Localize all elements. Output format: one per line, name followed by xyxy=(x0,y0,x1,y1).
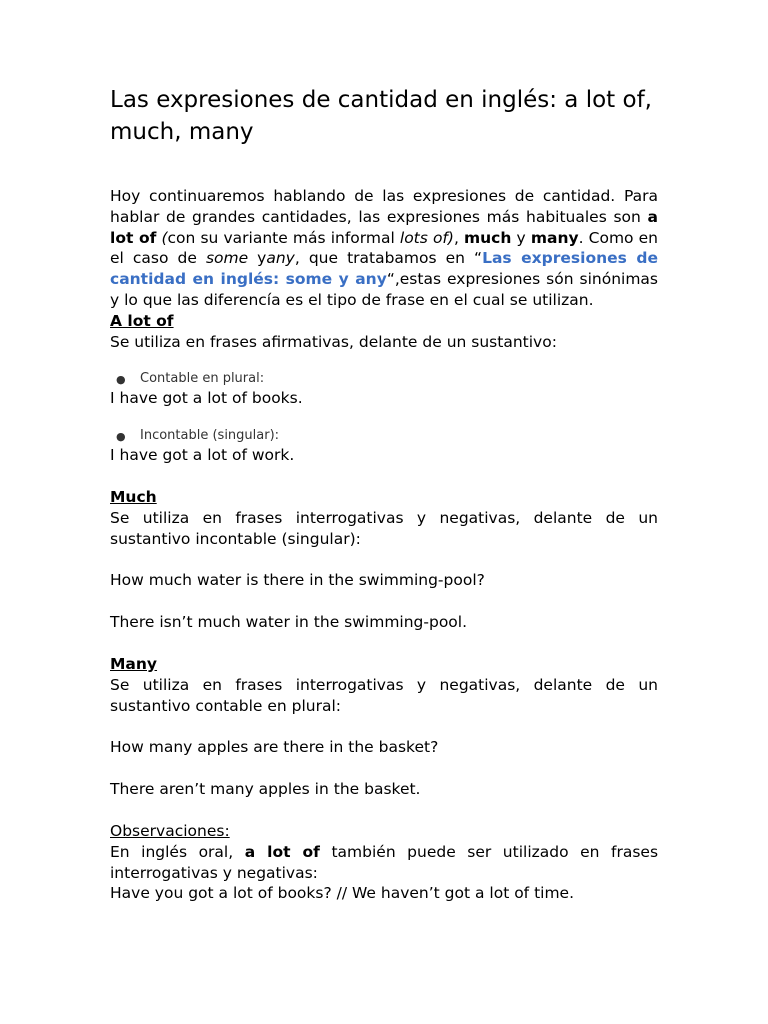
heading-observaciones: Observaciones: xyxy=(110,821,230,840)
intro-paragraph xyxy=(110,186,658,311)
heading-much: Much xyxy=(110,487,157,506)
many-description: Se utiliza en frases interrogativas y negativas, delante de un sustantivo contable en plural: xyxy=(110,675,658,715)
heading-a-lot-of: A lot of xyxy=(110,311,174,330)
intro-text: y xyxy=(248,249,267,268)
intro-bold-a-lot-of: a lot of xyxy=(110,207,658,247)
many-example-negative: There aren’t many apples in the basket. xyxy=(110,780,421,799)
intro-text: , xyxy=(453,228,464,247)
intro-text: “,estas expresiones són sinónimas y lo que las diferencía es el tipo de frase en el cual se utilizan. xyxy=(110,270,659,309)
intro-text: . Como en el caso de xyxy=(110,228,659,268)
related-article-link[interactable]: Las expresiones de cantidad en inglés: some y any xyxy=(110,249,658,289)
obs-text: también puede ser utilizado en frases interrogativas y negativas: xyxy=(110,842,659,882)
intro-bold-many: many xyxy=(530,228,579,247)
intro-text: y xyxy=(511,228,531,247)
intro-text: Hoy continuaremos hablando de las expresiones de cantidad. Para hablar de grandes cantidades, las expresiones más habituales son xyxy=(110,187,658,226)
obs-text: En inglés oral, xyxy=(110,842,245,861)
heading-many: Many xyxy=(110,654,158,673)
obs-bold-a-lot-of: a lot of xyxy=(244,842,320,861)
bullet-label: Contable en plural: xyxy=(140,371,265,387)
bullet-label: Incontable (singular): xyxy=(140,428,280,444)
intro-italic-lots-of: lots of) xyxy=(399,228,454,247)
observaciones-example: Have you got a lot of books? // We haven’t got a lot of time. xyxy=(110,884,575,903)
bullet-item-countable xyxy=(110,370,658,388)
document-title: Las expresiones de cantidad en inglés: a lot of, much, many xyxy=(110,87,652,145)
intro-italic-some: some xyxy=(205,249,249,268)
much-example-question: How much water is there in the swimming-pool? xyxy=(110,571,485,590)
intro-paren: ( xyxy=(156,228,168,247)
document-page xyxy=(110,84,658,904)
many-example-question: How many apples are there in the basket? xyxy=(110,738,439,757)
bullet-icon: ● xyxy=(116,373,126,387)
intro-bold-much: much xyxy=(464,228,512,247)
bullet-icon: ● xyxy=(116,430,126,444)
observaciones-paragraph xyxy=(110,842,658,884)
much-example-negative: There isn’t much water in the swimming-pool. xyxy=(110,613,468,632)
intro-italic-any: any xyxy=(266,249,295,268)
example-countable: I have got a lot of books. xyxy=(110,389,303,408)
intro-text: con su variante más informal xyxy=(167,228,400,247)
example-uncountable: I have got a lot of work. xyxy=(110,446,295,465)
much-description: Se utiliza en frases interrogativas y negativas, delante de un sustantivo incontable (singular): xyxy=(110,508,658,548)
a-lot-of-description: Se utiliza en frases afirmativas, delante de un sustantivo: xyxy=(110,332,557,351)
bullet-item-uncountable xyxy=(110,427,658,445)
intro-text: , que tratabamos en “ xyxy=(294,249,483,268)
